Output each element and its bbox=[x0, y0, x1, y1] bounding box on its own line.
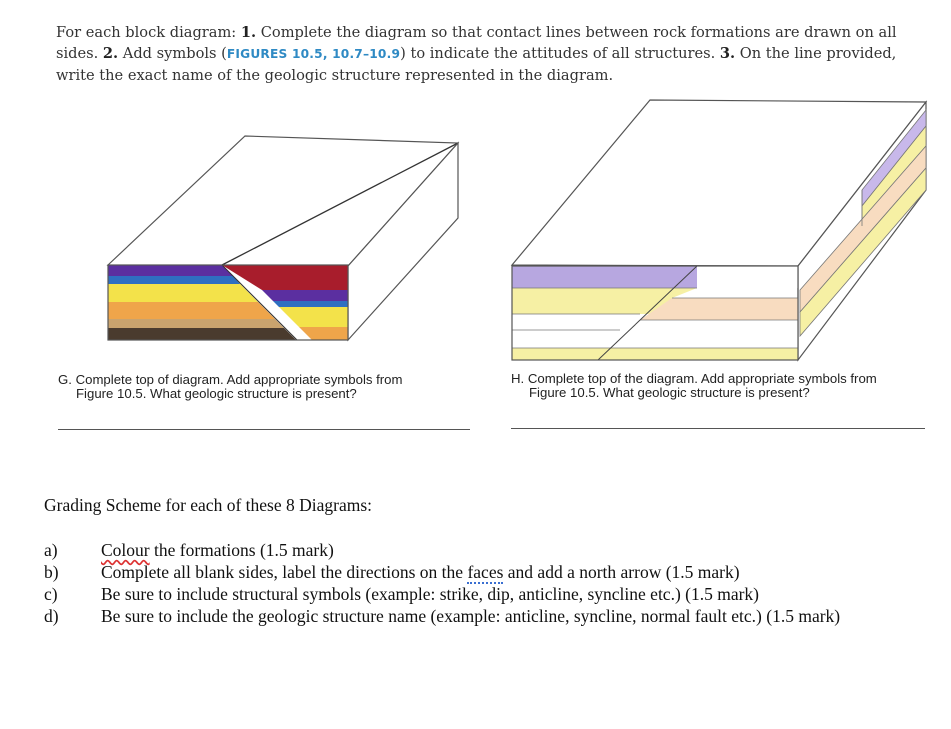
diagram-g-caption-line2: Figure 10.5. What geologic structure is present? bbox=[76, 386, 357, 401]
grading-item-a bbox=[44, 539, 840, 561]
layer-purple-right bbox=[262, 290, 348, 301]
step-2-pre: Add symbols ( bbox=[118, 45, 227, 62]
layer-blue-band bbox=[108, 276, 240, 284]
front-layer-white-2 bbox=[512, 314, 640, 330]
front-layer-white-1 bbox=[697, 266, 798, 288]
grading-marker-b: b) bbox=[44, 562, 59, 582]
grading-item-c bbox=[44, 583, 840, 605]
spellcheck-flag-colour[interactable]: Colour bbox=[101, 540, 150, 560]
grading-item-d bbox=[44, 605, 840, 627]
block-diagram-h bbox=[505, 98, 933, 363]
diagram-h-front-face bbox=[512, 266, 798, 360]
figures-reference: FIGURES 10.5, 10.7–10.9 bbox=[226, 47, 401, 61]
grading-item-b bbox=[44, 561, 840, 583]
grammar-flag-faces[interactable]: faces bbox=[467, 562, 504, 582]
step-3-text: On the line provided, write the exact name of the geologic structure represented in the diagram. bbox=[56, 45, 897, 84]
step-1-text: Complete the diagram so that contact lines between rock formations are drawn on all sides. bbox=[56, 24, 897, 62]
layer-tan bbox=[108, 319, 284, 328]
grading-text-b: Complete all blank sides, label the directions on the faces and add a north arrow (1.5 mark) bbox=[101, 562, 740, 582]
diagram-h-caption bbox=[511, 372, 877, 400]
diagram-h-caption-line1: H. Complete top of the diagram. Add appropriate symbols from bbox=[511, 371, 877, 386]
front-layer-yellow-bottom bbox=[512, 348, 798, 360]
diagram-h-answer-line[interactable] bbox=[511, 428, 925, 429]
diagram-h-caption-line2: Figure 10.5. What geologic structure is present? bbox=[529, 385, 810, 400]
diagram-g-caption-line1: G. Complete top of diagram. Add appropriate symbols from bbox=[58, 372, 403, 387]
grading-title: Grading Scheme for each of these 8 Diagrams: bbox=[44, 495, 373, 515]
grading-text-a: Colour the formations (1.5 mark) bbox=[101, 540, 334, 560]
grading-marker-d: d) bbox=[44, 606, 59, 626]
layer-blue-right bbox=[273, 301, 348, 307]
grading-list bbox=[44, 539, 840, 627]
layer-orange-right bbox=[299, 327, 348, 340]
diagram-g-caption bbox=[58, 373, 403, 401]
grading-marker-c: c) bbox=[44, 584, 58, 604]
step-2-post: ) to indicate the attitudes of all structures. bbox=[400, 45, 720, 62]
diagram-g-front-face bbox=[108, 265, 348, 340]
grading-marker-a: a) bbox=[44, 540, 58, 560]
diagram-g-answer-line[interactable] bbox=[58, 429, 470, 430]
layer-yellow-upper bbox=[108, 284, 258, 302]
block-diagram-g bbox=[100, 133, 465, 345]
instructions-paragraph bbox=[56, 22, 924, 86]
step-1-number: 1. bbox=[240, 24, 257, 41]
instructions-lead: For each block diagram: bbox=[56, 24, 241, 41]
front-layer-lavender bbox=[512, 266, 697, 288]
step-3-number: 3. bbox=[719, 45, 736, 62]
layer-dark-brown bbox=[108, 328, 296, 340]
grading-text-c: Be sure to include structural symbols (example: strike, dip, anticline, syncline etc.) (1.5 mark) bbox=[101, 584, 760, 604]
layer-purple bbox=[108, 265, 233, 276]
layer-orange bbox=[108, 302, 275, 319]
grading-text-d: Be sure to include the geologic structure name (example: anticline, syncline, normal fault etc.) (1.5 mark) bbox=[101, 606, 841, 626]
step-2-number: 2. bbox=[102, 45, 119, 62]
layer-yellow-right bbox=[279, 307, 348, 327]
